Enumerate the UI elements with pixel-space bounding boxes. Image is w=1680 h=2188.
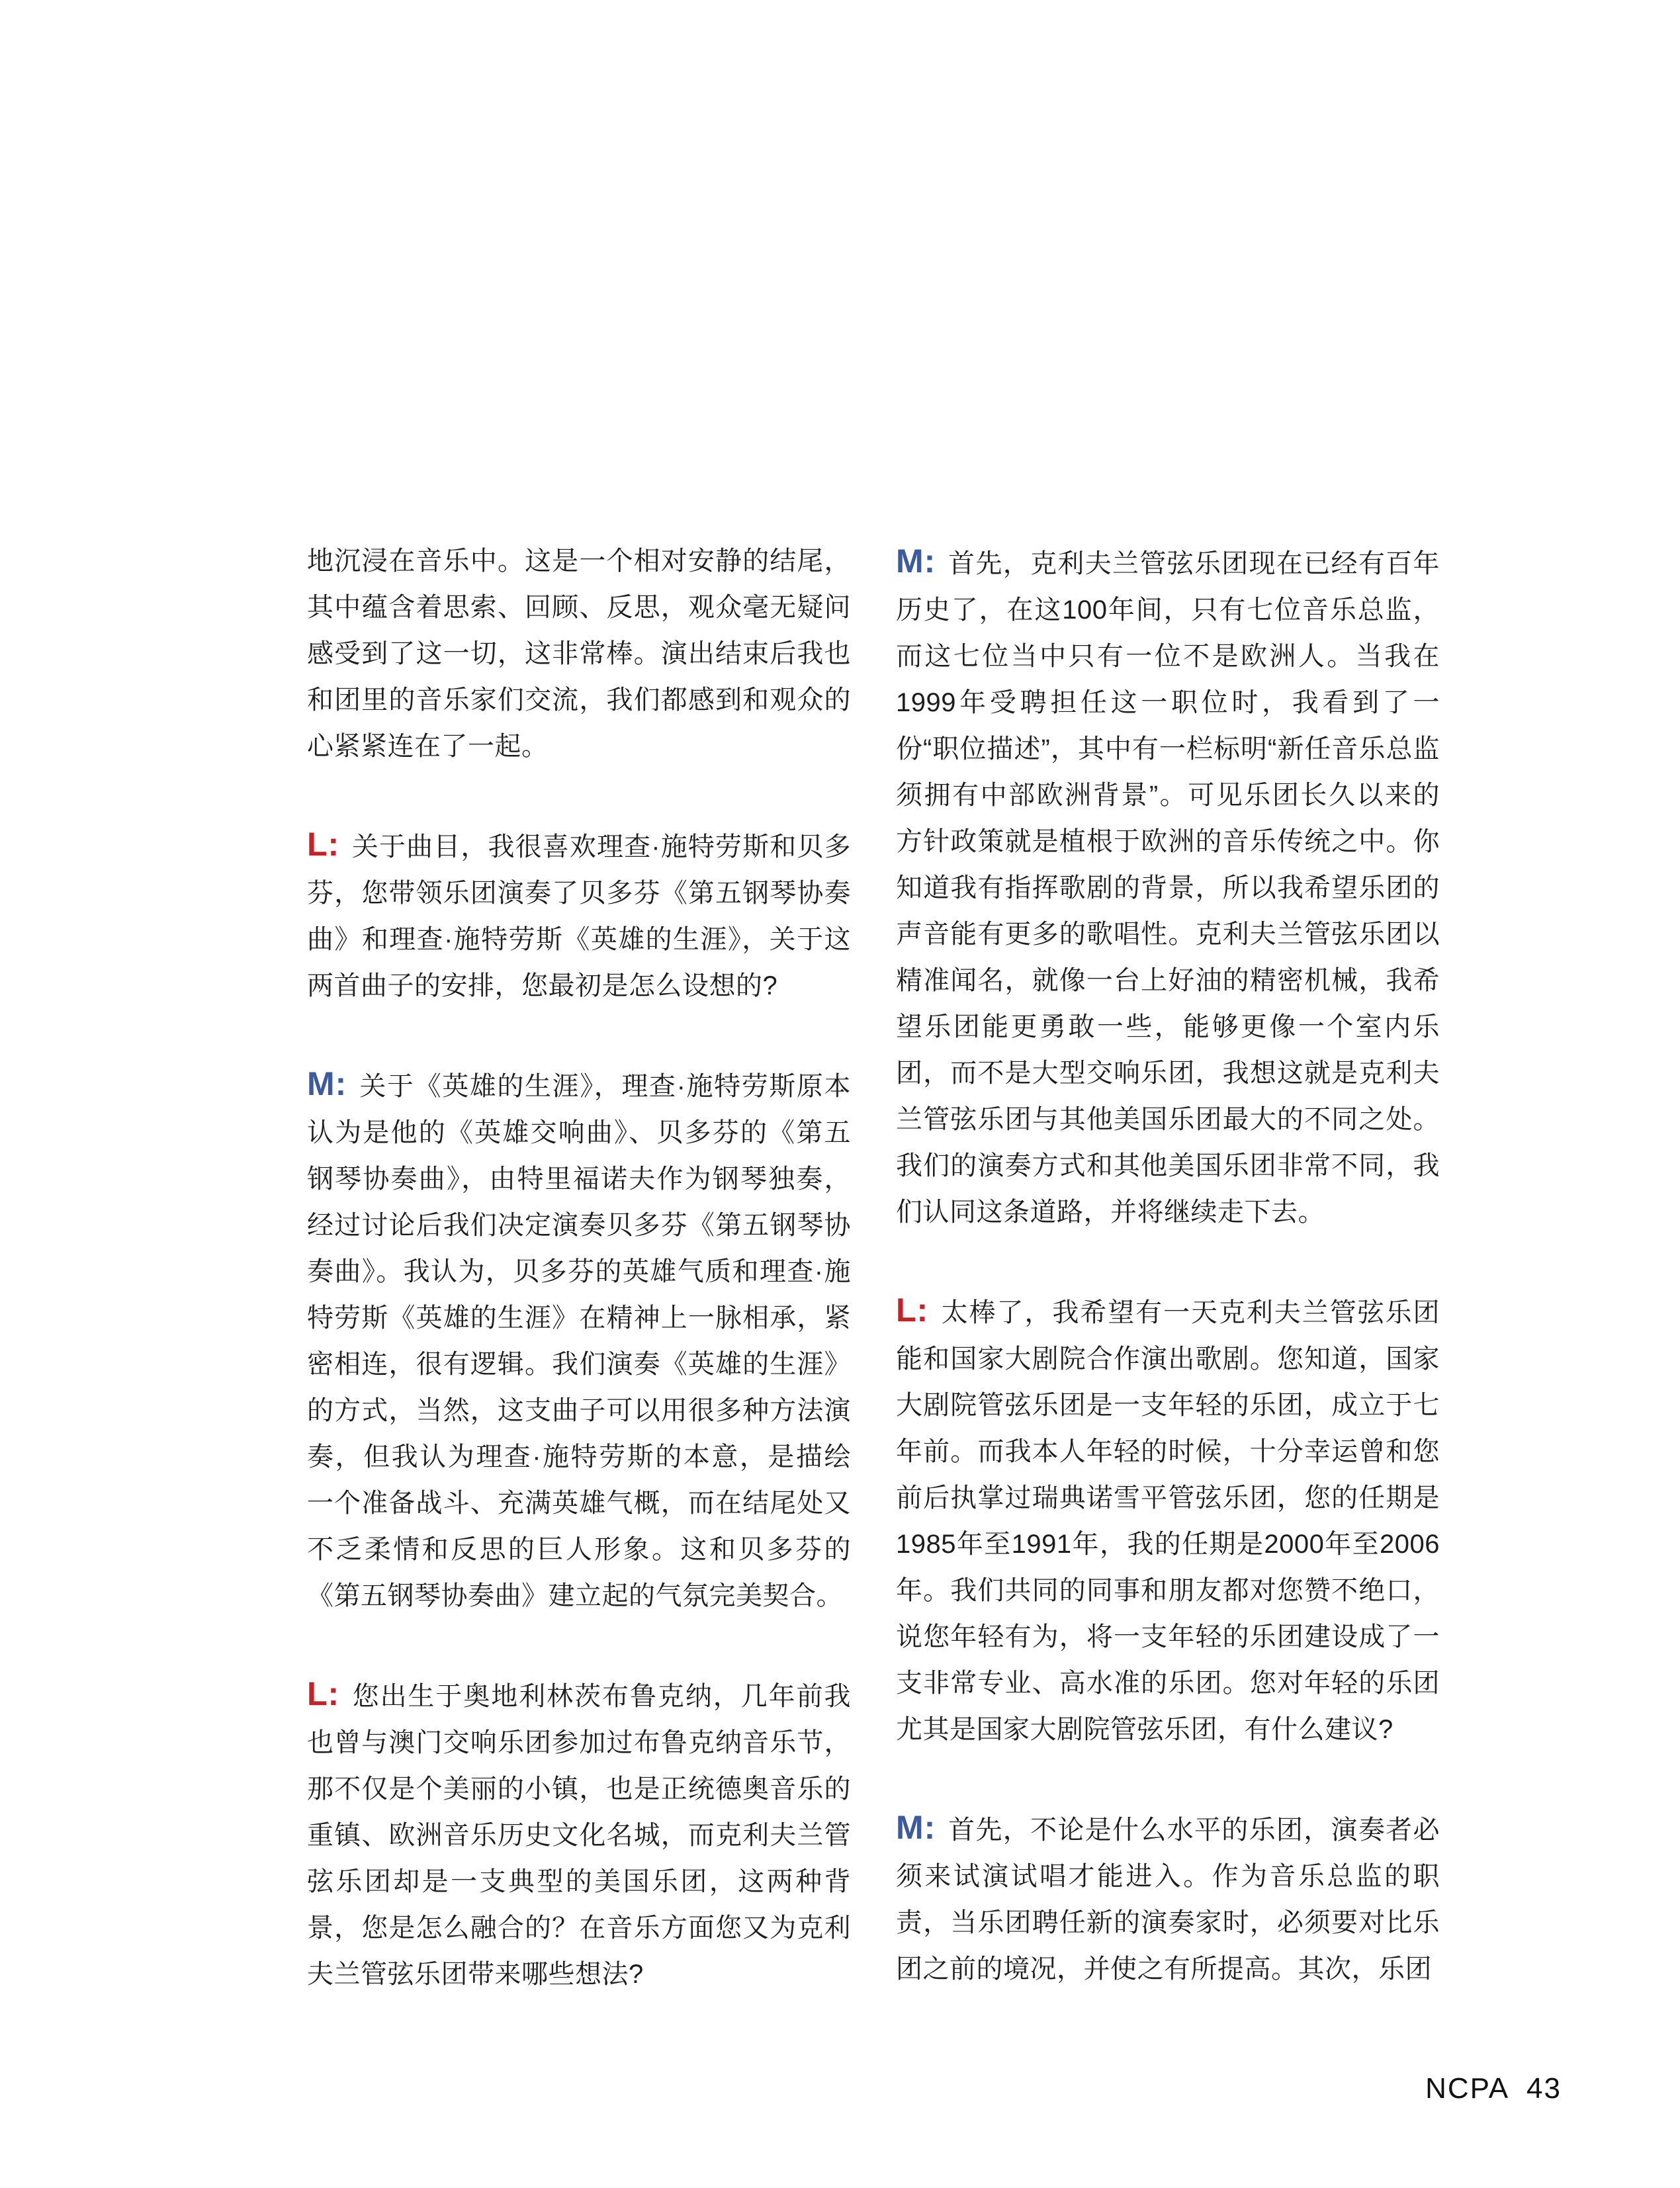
paragraph-text: 太棒了，我希望有一天克利夫兰管弦乐团能和国家大剧院合作演出歌剧。您知道，国家大剧院管弦乐团是一支年轻的乐团，成立于七年前。而我本人年轻的时候，十分幸运曾和您前后执掌过瑞典诺雪平管弦乐团，您的任期是1985年至1991年，我的任期是2000年至2006年。我们共同的同事和朋友都对您赞不绝口，说您年轻有为，将一支年轻的乐团建设成了一支非常专业、高水准的乐团。您对年轻的乐团尤其是国家大剧院管弦乐团，有什么建议? xyxy=(896,1298,1440,1744)
paragraph-text: 您出生于奥地利林茨布鲁克纳，几年前我也曾与澳门交响乐团参加过布鲁克纳音乐节，那不仅是个美丽的小镇，也是正统德奥音乐的重镇、欧洲音乐历史文化名城，而克利夫兰管弦乐团却是一支典型的美国乐团，这两种背景，您是怎么融合的？在音乐方面您又为克利夫兰管弦乐团带来哪些想法? xyxy=(307,1682,851,1989)
interview-paragraph xyxy=(307,1061,851,1619)
footer-brand: NCPA xyxy=(1425,2072,1510,2105)
speaker-label-l: L: xyxy=(307,826,340,863)
speaker-label-l: L: xyxy=(896,1291,929,1329)
interview-paragraph xyxy=(896,1804,1440,1992)
right-column xyxy=(896,538,1440,1992)
interview-paragraph xyxy=(307,821,851,1009)
page-footer xyxy=(1425,2072,1562,2105)
paragraph-text: 地沉浸在音乐中。这是一个相对安静的结尾，其中蕴含着思索、回顾、反思，观众毫无疑问感受到了这一切，这非常棒。演出结束后我也和团里的音乐家们交流，我们都感到和观众的心紧紧连在了一起。 xyxy=(307,547,851,761)
interview-paragraph xyxy=(896,538,1440,1235)
footer-page-number: 43 xyxy=(1526,2072,1562,2105)
interview-paragraph xyxy=(896,1287,1440,1753)
interview-paragraph xyxy=(307,1671,851,1997)
left-column xyxy=(307,538,851,1997)
paragraph-text: 关于曲目，我很喜欢理查·施特劳斯和贝多芬，您带领乐团演奏了贝多芬《第五钢琴协奏曲》和理查·施特劳斯《英雄的生涯》，关于这两首曲子的安排，您最初是怎么设想的? xyxy=(307,832,851,1000)
continuation-paragraph xyxy=(307,538,851,769)
speaker-label-l: L: xyxy=(307,1675,340,1712)
paragraph-text: 关于《英雄的生涯》，理查·施特劳斯原本认为是他的《英雄交响曲》、贝多芬的《第五钢琴协奏曲》，由特里福诺夫作为钢琴独奏，经过讨论后我们决定演奏贝多芬《第五钢琴协奏曲》。我认为，贝多芬的英雄气质和理查·施特劳斯《英雄的生涯》在精神上一脉相承，紧密相连，很有逻辑。我们演奏《英雄的生涯》的方式，当然，这支曲子可以用很多种方法演奏，但我认为理查·施特劳斯的本意，是描绘一个准备战斗、充满英雄气概，而在结尾处又不乏柔情和反思的巨人形象。这和贝多芬的《第五钢琴协奏曲》建立起的气氛完美契合。 xyxy=(307,1072,851,1610)
speaker-label-m: M: xyxy=(896,1809,936,1846)
paragraph-text: 首先，克利夫兰管弦乐团现在已经有百年历史了，在这100年间，只有七位音乐总监，而这七位当中只有一位不是欧洲人。当我在1999年受聘担任这一职位时，我看到了一份“职位描述”，其中有一栏标明“新任音乐总监须拥有中部欧洲背景”。可见乐团长久以来的方针政策就是植根于欧洲的音乐传统之中。你知道我有指挥歌剧的背景，所以我希望乐团的声音能有更多的歌唱性。克利夫兰管弦乐团以精准闻名，就像一台上好油的精密机械，我希望乐团能更勇敢一些，能够更像一个室内乐团，而不是大型交响乐团，我想这就是克利夫兰管弦乐团与其他美国乐团最大的不同之处。我们的演奏方式和其他美国乐团非常不同，我们认同这条道路，并将继续走下去。 xyxy=(896,549,1440,1227)
speaker-label-m: M: xyxy=(896,543,936,580)
paragraph-text: 首先，不论是什么水平的乐团，演奏者必须来试演试唱才能进入。作为音乐总监的职责，当乐团聘任新的演奏家时，必须要对比乐团之前的境况，并使之有所提高。其次，乐团 xyxy=(896,1816,1440,1984)
speaker-label-m: M: xyxy=(307,1065,347,1102)
